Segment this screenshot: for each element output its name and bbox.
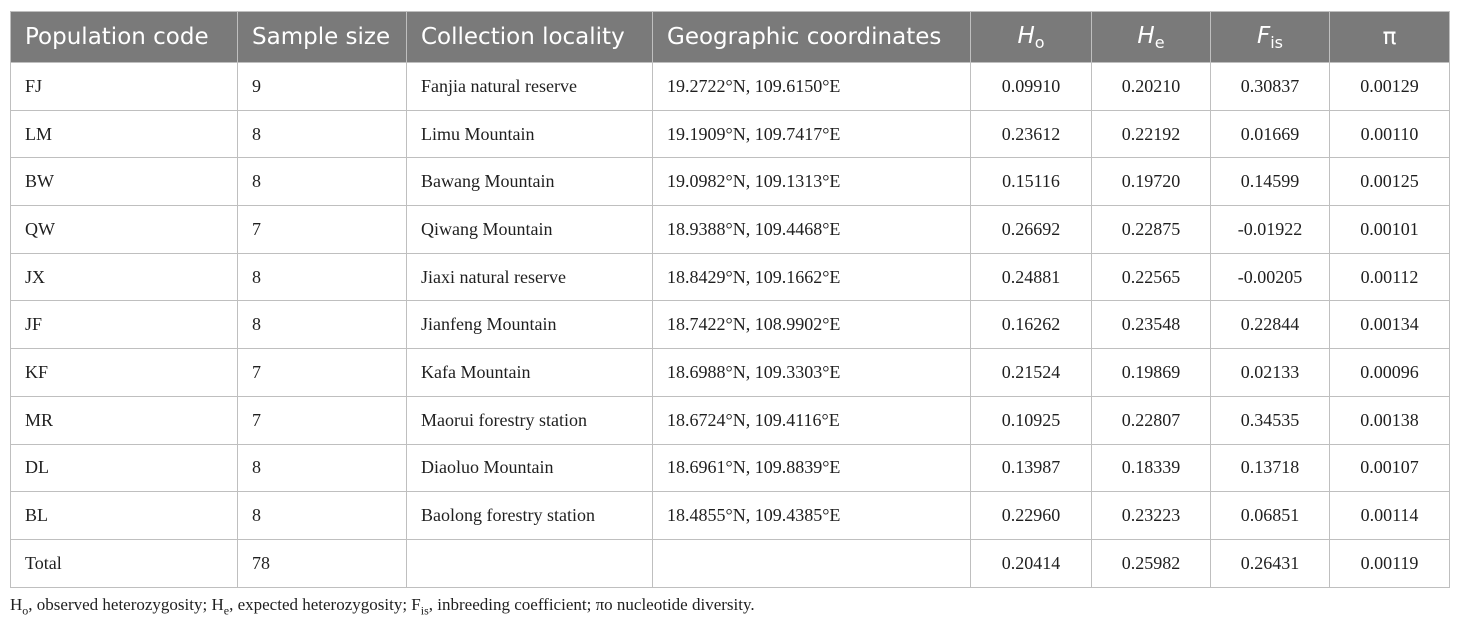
cell-pi: 0.00114 xyxy=(1330,492,1450,540)
cell-geographic-coordinates: 18.7422°N, 108.9902°E xyxy=(653,301,971,349)
header-ho: $H_o$ xyxy=(971,12,1092,63)
cell-collection-locality: Kafa Mountain xyxy=(407,349,653,397)
cell-geographic-coordinates: 18.8429°N, 109.1662°E xyxy=(653,253,971,301)
table-row xyxy=(11,63,1450,111)
cell-population-code: LM xyxy=(11,110,238,158)
cell-pi: 0.00138 xyxy=(1330,396,1450,444)
table-row xyxy=(11,492,1450,540)
cell-pi: 0.00134 xyxy=(1330,301,1450,349)
cell-population-code: QW xyxy=(11,206,238,254)
cell-collection-locality: Maorui forestry station xyxy=(407,396,653,444)
cell-sample-size: 78 xyxy=(238,539,407,587)
header-sample-size: Sample size xyxy=(238,12,407,63)
table-row xyxy=(11,396,1450,444)
cell-he: 0.22565 xyxy=(1092,253,1211,301)
cell-ho: 0.22960 xyxy=(971,492,1092,540)
cell-he: 0.22807 xyxy=(1092,396,1211,444)
cell-collection-locality: Jiaxi natural reserve xyxy=(407,253,653,301)
header-geographic-coordinates: Geographic coordinates xyxy=(653,12,971,63)
cell-geographic-coordinates: 18.6724°N, 109.4116°E xyxy=(653,396,971,444)
cell-ho: 0.26692 xyxy=(971,206,1092,254)
cell-sample-size: 8 xyxy=(238,492,407,540)
table-row xyxy=(11,444,1450,492)
cell-population-code: JF xyxy=(11,301,238,349)
cell-ho: 0.20414 xyxy=(971,539,1092,587)
table-row xyxy=(11,301,1450,349)
cell-fis: 0.13718 xyxy=(1211,444,1330,492)
cell-collection-locality: Baolong forestry station xyxy=(407,492,653,540)
footnote-pi: πo nucleotide diversity. xyxy=(595,595,755,614)
cell-he: 0.19720 xyxy=(1092,158,1211,206)
cell-fis: 0.06851 xyxy=(1211,492,1330,540)
cell-sample-size: 8 xyxy=(238,301,407,349)
cell-pi: 0.00129 xyxy=(1330,63,1450,111)
cell-collection-locality: Qiwang Mountain xyxy=(407,206,653,254)
cell-sample-size: 8 xyxy=(238,253,407,301)
footnote-fis: $F_{is}$ xyxy=(411,595,429,618)
cell-collection-locality: Limu Mountain xyxy=(407,110,653,158)
cell-fis: -0.00205 xyxy=(1211,253,1330,301)
cell-he: 0.23548 xyxy=(1092,301,1211,349)
cell-sample-size: 8 xyxy=(238,158,407,206)
cell-he: 0.20210 xyxy=(1092,63,1211,111)
cell-he: 0.18339 xyxy=(1092,444,1211,492)
cell-sample-size: 7 xyxy=(238,396,407,444)
cell-ho: 0.09910 xyxy=(971,63,1092,111)
cell-geographic-coordinates: 18.9388°N, 109.4468°E xyxy=(653,206,971,254)
table-row xyxy=(11,349,1450,397)
cell-ho: 0.10925 xyxy=(971,396,1092,444)
table-header-row xyxy=(11,12,1450,63)
cell-population-code: JX xyxy=(11,253,238,301)
cell-geographic-coordinates: 18.6961°N, 109.8839°E xyxy=(653,444,971,492)
footnote-he: $H_e$ xyxy=(211,595,230,618)
cell-pi: 0.00096 xyxy=(1330,349,1450,397)
cell-geographic-coordinates: 18.4855°N, 109.4385°E xyxy=(653,492,971,540)
cell-pi: 0.00107 xyxy=(1330,444,1450,492)
cell-geographic-coordinates: 19.1909°N, 109.7417°E xyxy=(653,110,971,158)
cell-pi: 0.00125 xyxy=(1330,158,1450,206)
cell-geographic-coordinates xyxy=(653,539,971,587)
cell-fis: 0.30837 xyxy=(1211,63,1330,111)
cell-population-code: BW xyxy=(11,158,238,206)
cell-pi: 0.00119 xyxy=(1330,539,1450,587)
cell-sample-size: 8 xyxy=(238,110,407,158)
cell-population-code: FJ xyxy=(11,63,238,111)
cell-geographic-coordinates: 19.0982°N, 109.1313°E xyxy=(653,158,971,206)
footnote-ho: $H_o$ xyxy=(10,595,29,618)
cell-he: 0.22875 xyxy=(1092,206,1211,254)
cell-collection-locality: Fanjia natural reserve xyxy=(407,63,653,111)
cell-ho: 0.24881 xyxy=(971,253,1092,301)
cell-ho: 0.23612 xyxy=(971,110,1092,158)
header-he: $H_e$ xyxy=(1092,12,1211,63)
cell-pi: 0.00110 xyxy=(1330,110,1450,158)
table-footnote: $H_o$, observed heterozygosity; $H_e$, expected heterozygosity; $F_{is}$, inbreeding coefficient; πo nucleotide diversity. xyxy=(10,595,755,618)
cell-population-code: MR xyxy=(11,396,238,444)
table-row xyxy=(11,206,1450,254)
cell-collection-locality xyxy=(407,539,653,587)
table-row xyxy=(11,110,1450,158)
cell-fis: 0.14599 xyxy=(1211,158,1330,206)
cell-population-code: KF xyxy=(11,349,238,397)
cell-pi: 0.00101 xyxy=(1330,206,1450,254)
population-diversity-table xyxy=(10,11,1450,588)
cell-pi: 0.00112 xyxy=(1330,253,1450,301)
header-collection-locality: Collection locality xyxy=(407,12,653,63)
cell-collection-locality: Bawang Mountain xyxy=(407,158,653,206)
cell-fis: 0.02133 xyxy=(1211,349,1330,397)
cell-population-code: Total xyxy=(11,539,238,587)
cell-collection-locality: Diaoluo Mountain xyxy=(407,444,653,492)
header-population-code: Population code xyxy=(11,12,238,63)
cell-he: 0.19869 xyxy=(1092,349,1211,397)
table-row xyxy=(11,158,1450,206)
header-pi: π xyxy=(1330,12,1450,63)
table-row xyxy=(11,253,1450,301)
cell-fis: 0.26431 xyxy=(1211,539,1330,587)
data-table-container xyxy=(10,11,1449,588)
cell-fis: -0.01922 xyxy=(1211,206,1330,254)
header-fis: $F_{is}$ xyxy=(1211,12,1330,63)
cell-fis: 0.22844 xyxy=(1211,301,1330,349)
cell-ho: 0.15116 xyxy=(971,158,1092,206)
cell-sample-size: 8 xyxy=(238,444,407,492)
cell-fis: 0.34535 xyxy=(1211,396,1330,444)
cell-geographic-coordinates: 18.6988°N, 109.3303°E xyxy=(653,349,971,397)
table-row xyxy=(11,539,1450,587)
cell-he: 0.23223 xyxy=(1092,492,1211,540)
cell-he: 0.25982 xyxy=(1092,539,1211,587)
cell-sample-size: 7 xyxy=(238,206,407,254)
cell-population-code: DL xyxy=(11,444,238,492)
cell-sample-size: 7 xyxy=(238,349,407,397)
cell-geographic-coordinates: 19.2722°N, 109.6150°E xyxy=(653,63,971,111)
cell-ho: 0.13987 xyxy=(971,444,1092,492)
cell-collection-locality: Jianfeng Mountain xyxy=(407,301,653,349)
cell-population-code: BL xyxy=(11,492,238,540)
cell-sample-size: 9 xyxy=(238,63,407,111)
cell-ho: 0.21524 xyxy=(971,349,1092,397)
cell-he: 0.22192 xyxy=(1092,110,1211,158)
cell-fis: 0.01669 xyxy=(1211,110,1330,158)
cell-ho: 0.16262 xyxy=(971,301,1092,349)
